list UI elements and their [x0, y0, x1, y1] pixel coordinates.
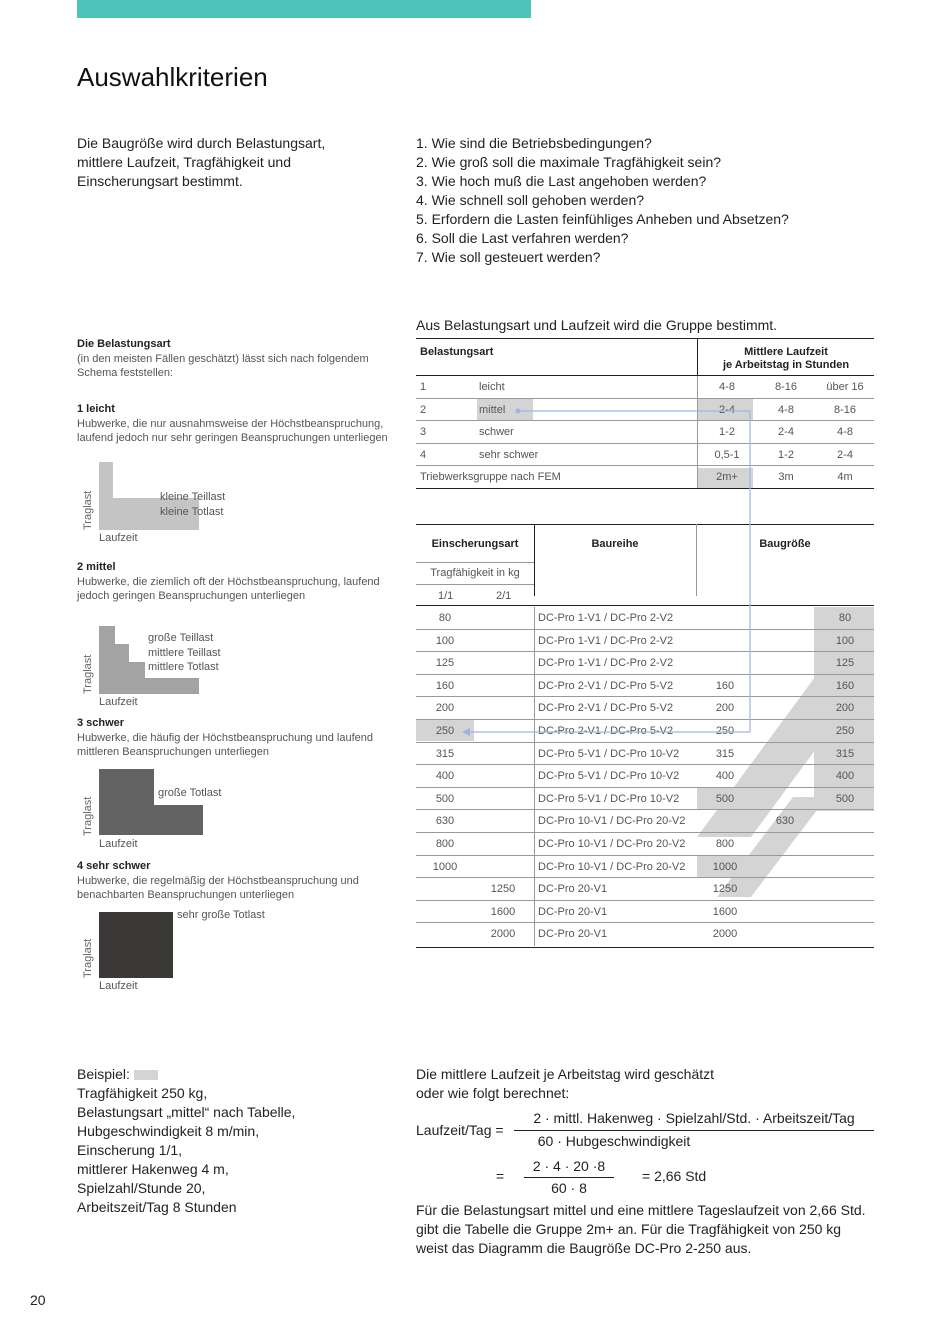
table-cell: 200 — [715, 702, 735, 715]
highlight-swatch — [134, 1070, 158, 1080]
table2-sub-1-1: 1/1 — [438, 590, 454, 602]
table-cell: schwer — [479, 426, 514, 439]
table-cell: 4-8 — [778, 403, 794, 416]
table2-row — [416, 743, 874, 766]
table2-header-einscherung: Einscherungsart — [431, 538, 519, 550]
category-leicht: 1 leicht Hubwerke, die nur ausnahmsweise der Höchstbeanspruchung, laufend jedoch nur sehr geringen Beanspruchungen unterliegen — [77, 403, 388, 444]
axis-label-laufzeit: Laufzeit — [99, 532, 138, 544]
table-cell: über 16 — [826, 381, 864, 393]
table-cell: 1000 — [712, 860, 738, 873]
table-cell: DC-Pro 5-V1 / DC-Pro 10-V2 — [538, 770, 680, 783]
calc-intro: Die mittlere Laufzeit je Arbeitstag wird geschätzt oder wie folgt berechnet: — [416, 1066, 715, 1101]
intro-text: Die Baugröße wird durch Belastungsart, mittlere Laufzeit, Tragfähigkeit und Einscherungsart bestimmt. — [77, 135, 326, 189]
table-cell: 200 — [435, 702, 455, 715]
table2-row — [416, 856, 874, 879]
question: 1. Wie sind die Betriebsbedingungen? — [416, 135, 652, 151]
table-cell: 160 — [435, 679, 455, 692]
table-cell: 3m — [778, 471, 794, 484]
table-cell: 2-4 — [837, 448, 853, 461]
table-cell: DC-Pro 20-V1 — [538, 905, 608, 918]
table-cell: 800 — [715, 838, 735, 850]
table-cell: DC-Pro 2-V1 / DC-Pro 5-V2 — [538, 679, 674, 692]
table-cell: 315 — [715, 747, 735, 760]
table-cell: 250 — [435, 725, 455, 737]
table-cell: 125 — [435, 657, 455, 670]
table-cell: 500 — [835, 792, 855, 805]
table-cell: 630 — [775, 815, 795, 828]
table-cell: 0,5-1 — [714, 448, 740, 461]
table-cell: 400 — [715, 770, 735, 783]
axis-label-traglast: Traglast — [82, 938, 94, 978]
table-cell: DC-Pro 20-V1 — [538, 928, 608, 941]
category-schwer: 3 schwer Hubwerke, die häufig der Höchstbeanspruchung und laufend mittleren Beanspruchungen unterliegen — [77, 717, 373, 758]
table2-row — [416, 788, 874, 811]
table-cell: 2 — [420, 403, 427, 416]
table-cell: 2000 — [490, 928, 516, 941]
table1-header-laufzeit: Mittlere Laufzeit je Arbeitstag in Stunden — [722, 346, 850, 371]
table-cell: 4 — [420, 448, 427, 461]
category-mittel: 2 mittel Hubwerke, die ziemlich oft der Höchstbeanspruchung, laufend jedoch geringen Beanspruchungen unterliegen — [77, 561, 380, 602]
formula-numerator-2: 2 · 4 · 20 ·8 — [532, 1158, 606, 1174]
table-cell: 8-16 — [833, 403, 857, 416]
load-diagram-sehr-schwer — [99, 910, 175, 980]
table2-header-baugroesse: Baugröße — [759, 538, 811, 550]
diagram-label: große Totlast — [158, 787, 222, 799]
table-cell: DC-Pro 10-V1 / DC-Pro 20-V2 — [538, 860, 686, 873]
table-cell: sehr schwer — [479, 448, 539, 461]
axis-label-traglast: Traglast — [82, 796, 94, 836]
selection-path — [440, 400, 760, 745]
table-cell: 4-8 — [837, 426, 853, 439]
example-block: Beispiel: Tragfähigkeit 250 kg, Belastungsart „mittel“ nach Tabelle, Hubgeschwindigkeit 8 m/min, Einscherung 1/1, mittlerer Hakenweg 4 m, Spielzahl/Stunde 20, Arbeitszeit/Tag 8 Stunden — [77, 1066, 296, 1215]
table-cell: 1250 — [712, 883, 738, 896]
table-cell: 400 — [435, 770, 455, 783]
table-cell: 200 — [835, 702, 855, 715]
question: 4. Wie schnell soll gehoben werden? — [416, 192, 645, 208]
table-cell: 800 — [435, 838, 455, 850]
table-cell: 630 — [435, 815, 455, 828]
question-list — [416, 134, 789, 267]
question: 7. Wie soll gesteuert werden? — [416, 249, 601, 265]
table2-row — [416, 901, 874, 924]
table-cell: DC-Pro 1-V1 / DC-Pro 2-V2 — [538, 634, 674, 647]
table-cell: 500 — [715, 792, 735, 805]
accent-bar — [77, 0, 531, 18]
axis-label-laufzeit: Laufzeit — [99, 980, 138, 992]
table2-row — [416, 878, 874, 901]
table-cell: 2-4 — [719, 403, 735, 416]
table2-row — [416, 810, 874, 833]
formula-numerator: 2 · mittl. Hakenweg · Spielzahl/Std. · Arbeitszeit/Tag — [533, 1110, 855, 1126]
load-diagram-schwer — [99, 767, 205, 837]
table-cell: mittel — [479, 403, 506, 416]
table-cell: 1 — [420, 381, 427, 393]
table-cell: 250 — [715, 725, 735, 737]
table-cell: DC-Pro 10-V1 / DC-Pro 20-V2 — [538, 838, 686, 850]
axis-label-laufzeit: Laufzeit — [99, 696, 138, 708]
formula-lhs: Laufzeit/Tag = — [416, 1122, 504, 1138]
category-sehr-schwer: 4 sehr schwer Hubwerke, die regelmäßig der Höchstbeanspruchung und benachbarten Beanspruchungen unterliegen — [77, 860, 359, 901]
table-cell: 80 — [838, 612, 852, 624]
question: 2. Wie groß soll die maximale Tragfähigkeit sein? — [416, 154, 722, 170]
table-cell: 8-16 — [774, 381, 798, 393]
formula-eq: = — [496, 1168, 505, 1184]
formula-denominator-2: 60 · 8 — [551, 1180, 587, 1196]
table-cell: 100 — [435, 634, 455, 647]
conclusion: Für die Belastungsart mittel und eine mittlere Tageslaufzeit von 2,66 Std. gibt die Tabelle die Gruppe 2m+ an. Für die Tragfähigkeit von 250 kg weist das Diagramm die Baugröße DC-Pro 2-250 aus. — [416, 1202, 866, 1256]
axis-label-traglast: Traglast — [82, 654, 94, 694]
table-cell: 1600 — [712, 905, 738, 918]
table-cell: DC-Pro 5-V1 / DC-Pro 10-V2 — [538, 747, 680, 760]
table-cell: Triebwerksgruppe nach FEM — [420, 471, 561, 484]
page-title: Auswahlkriterien — [77, 62, 268, 92]
table-cell: 1600 — [490, 905, 516, 918]
table2-row — [416, 923, 874, 946]
diagram-label: große Teillast mittlere Teillast mittlere Totlast — [148, 632, 221, 673]
table-cell: 4m — [837, 471, 853, 484]
table-cell: 1250 — [490, 883, 516, 896]
question: 3. Wie hoch muß die Last angehoben werden? — [416, 173, 707, 189]
table-cell: DC-Pro 1-V1 / DC-Pro 2-V2 — [538, 612, 674, 624]
table2-row — [416, 833, 874, 856]
table-cell: DC-Pro 2-V1 / DC-Pro 5-V2 — [538, 702, 674, 715]
table-cell: 1000 — [432, 860, 458, 873]
diagram-label: kleine Teillast kleine Totlast — [160, 491, 226, 518]
table-cell: DC-Pro 1-V1 / DC-Pro 2-V2 — [538, 657, 674, 670]
table-cell: 500 — [435, 792, 455, 805]
table-cell: 315 — [835, 747, 855, 760]
axis-label-laufzeit: Laufzeit — [99, 838, 138, 850]
table1-header-belastungsart: Belastungsart — [420, 346, 494, 358]
table-cell: DC-Pro 5-V1 / DC-Pro 10-V2 — [538, 792, 680, 805]
table2-subheader: Tragfähigkeit in kg — [430, 567, 520, 579]
table-cell: 2000 — [712, 928, 738, 941]
table-cell: 100 — [835, 634, 855, 647]
question: 5. Erfordern die Lasten feinfühliges Anheben und Absetzen? — [416, 211, 789, 227]
table-cell: 400 — [835, 770, 855, 783]
table-cell: 3 — [420, 426, 427, 439]
table-cell: 2-4 — [778, 426, 794, 439]
formula-denominator: 60 · Hubgeschwindigkeit — [537, 1133, 691, 1149]
formula-result: = 2,66 Std — [642, 1168, 707, 1184]
table-cell: DC-Pro 20-V1 — [538, 883, 608, 896]
table-cell: 250 — [835, 725, 855, 737]
table-cell: 80 — [438, 612, 452, 624]
table-cell: 315 — [435, 747, 455, 760]
axis-label-traglast: Traglast — [82, 490, 94, 530]
table-cell: DC-Pro 2-V1 / DC-Pro 5-V2 — [538, 725, 674, 737]
table-cell: 1-2 — [778, 448, 794, 461]
table2-sub-2-1: 2/1 — [496, 590, 512, 602]
table-cell: leicht — [479, 381, 505, 393]
table-cell: 125 — [835, 657, 855, 670]
table2-row — [416, 765, 874, 788]
table-cell: 1-2 — [719, 426, 735, 439]
page-number: 20 — [30, 1292, 46, 1308]
table2-header-baureihe: Baureihe — [591, 538, 639, 550]
table-cell: 160 — [715, 679, 735, 692]
table1-caption: Aus Belastungsart und Laufzeit wird die Gruppe bestimmt. — [416, 317, 778, 333]
table-cell: 4-8 — [719, 381, 735, 393]
table-cell: DC-Pro 10-V1 / DC-Pro 20-V2 — [538, 815, 686, 828]
diagram-label: sehr große Totlast — [177, 909, 265, 921]
table-cell: 2m+ — [716, 471, 738, 484]
table1-row — [416, 376, 874, 399]
question: 6. Soll die Last verfahren werden? — [416, 230, 629, 246]
belastungsart-intro: Die Belastungsart (in den meisten Fällen geschätzt) lässt sich nach folgendem Schema feststellen: — [77, 338, 369, 379]
table-cell: 160 — [835, 679, 855, 692]
